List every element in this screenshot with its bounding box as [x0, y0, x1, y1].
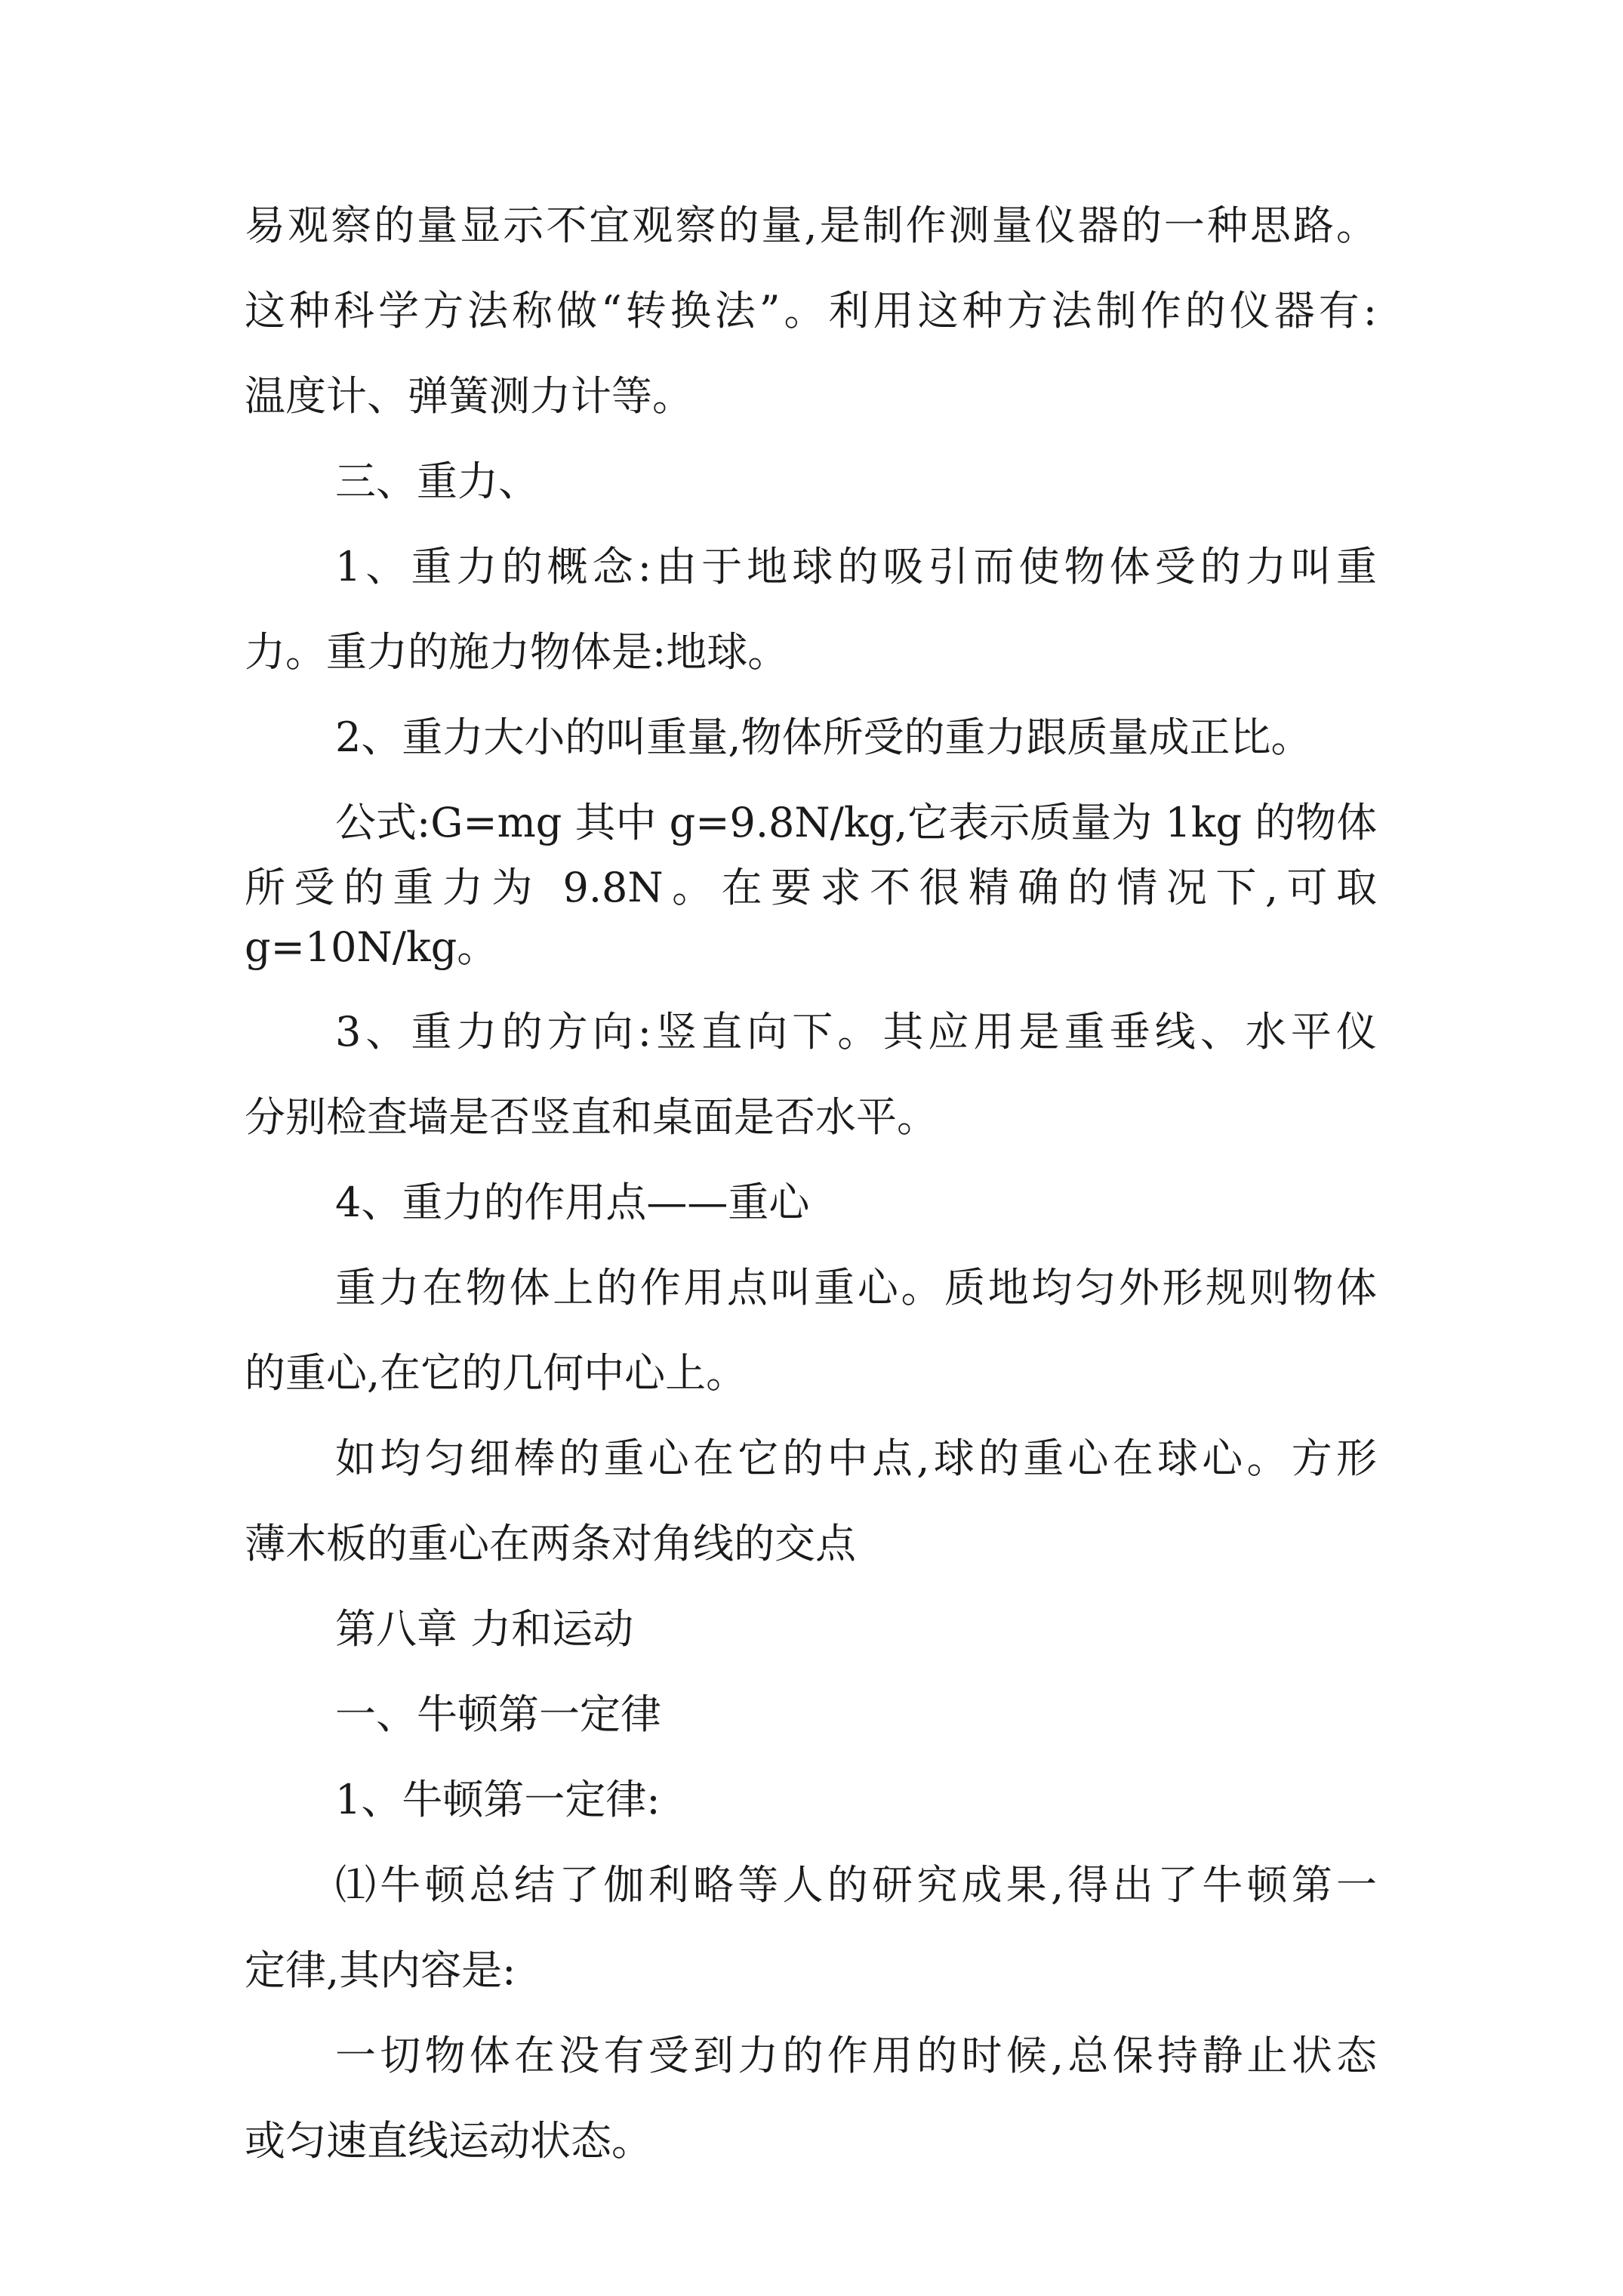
text-line-22: 定律,其内容是:	[245, 1946, 516, 1994]
text-line-21: ⑴牛顿总结了伽利略等人的研究成果,得出了牛顿第一	[335, 1861, 1377, 1909]
section-heading-gravity: 三、重力、	[335, 458, 539, 505]
text-line-3: 温度计、弹簧测力计等。	[245, 372, 693, 420]
text-line-11: 3、重力的方向:竖直向下。其应用是重垂线、水平仪	[335, 1008, 1377, 1056]
text-line-23: 一切物体在没有受到力的作用的时候,总保持静止状态	[335, 2032, 1377, 2079]
formula-line: 公式:G=mg 其中 g=9.8N/kg,它表示质量为 1kg 的物体	[335, 799, 1378, 846]
text-line-15: 的重心,在它的几何中心上。	[245, 1349, 747, 1397]
section-heading-newton-first-law: 一、牛顿第一定律	[335, 1690, 661, 1738]
text-line-9: 所受的重力为 9.8N。在要求不很精确的情况下,可取	[245, 864, 1377, 911]
text-line-17: 薄木板的重心在两条对角线的交点	[245, 1520, 856, 1567]
text-line-5: 1、重力的概念:由于地球的吸引而使物体受的力叫重	[335, 543, 1377, 590]
text-line-20: 1、牛顿第一定律:	[335, 1776, 661, 1823]
text-line-16: 如均匀细棒的重心在它的中点,球的重心在球心。方形	[335, 1435, 1377, 1482]
text-line-1: 易观察的量显示不宜观察的量,是制作测量仪器的一种思路。	[245, 202, 1377, 249]
text-line-14: 重力在物体上的作用点叫重心。质地均匀外形规则物体	[335, 1264, 1377, 1311]
text-line-2: 这种科学方法称做“转换法”。利用这种方法制作的仪器有:	[245, 287, 1377, 334]
text-line-7: 2、重力大小的叫重量,物体所受的重力跟质量成正比。	[335, 713, 1312, 761]
chapter-heading: 第八章 力和运动	[335, 1605, 634, 1653]
text-line-24: 或匀速直线运动状态。	[245, 2117, 652, 2165]
text-line-6: 力。重力的施力物体是:地球。	[245, 628, 789, 676]
text-line-10: g=10N/kg。	[245, 923, 498, 971]
text-line-12: 分别检查墙是否竖直和桌面是否水平。	[245, 1093, 938, 1141]
text-line-13: 4、重力的作用点——重心	[335, 1179, 810, 1226]
